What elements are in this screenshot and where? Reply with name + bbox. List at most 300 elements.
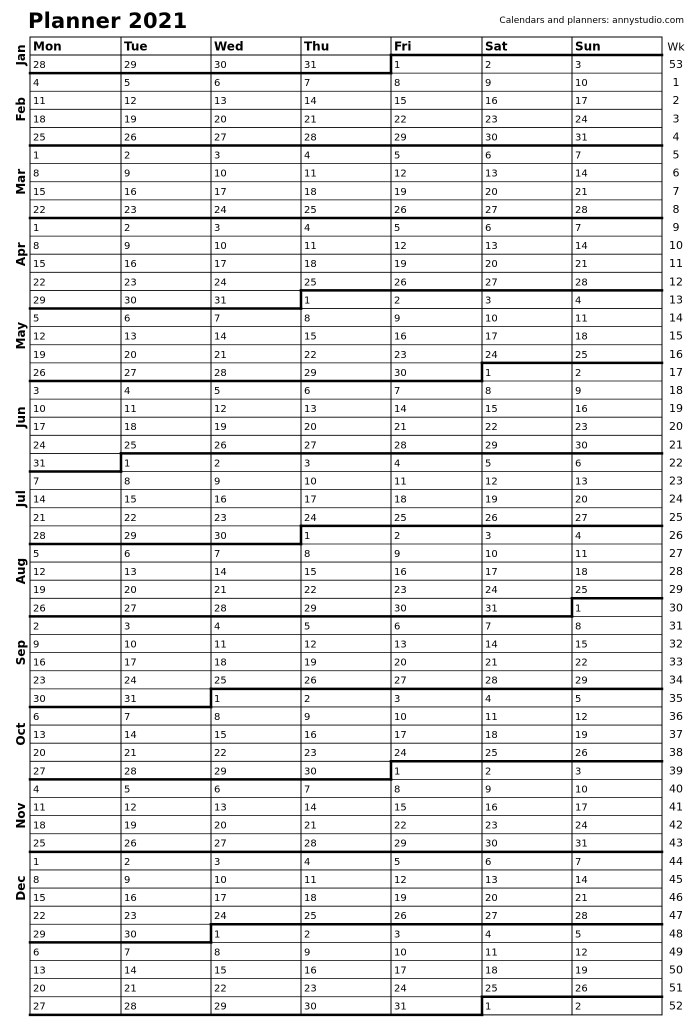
week-number: 11 [669, 257, 683, 271]
week-number: 42 [669, 818, 683, 832]
week-number: 40 [669, 782, 683, 796]
day-number: 27 [304, 440, 317, 452]
day-number: 15 [394, 96, 407, 108]
day-number: 8 [33, 241, 40, 253]
day-number: 14 [485, 639, 498, 651]
month-label-oct: Oct [14, 722, 28, 746]
day-number: 23 [394, 349, 407, 361]
day-number: 22 [304, 349, 317, 361]
day-number: 25 [304, 277, 317, 289]
day-number: 14 [33, 494, 46, 506]
day-number: 14 [575, 874, 588, 886]
day-number: 2 [124, 856, 131, 868]
day-number: 25 [485, 983, 498, 995]
day-number: 12 [124, 802, 137, 814]
week-number: 47 [669, 909, 683, 923]
day-number: 21 [124, 983, 137, 995]
week-number: 50 [669, 963, 683, 977]
week-number: 7 [672, 184, 680, 198]
day-number: 19 [304, 657, 317, 669]
day-number: 16 [214, 494, 227, 506]
week-number: 51 [669, 981, 683, 995]
day-number: 20 [214, 114, 227, 126]
day-number: 30 [394, 367, 407, 379]
day-number: 29 [124, 60, 137, 71]
day-number: 13 [575, 476, 588, 488]
day-number: 29 [33, 929, 46, 941]
day-number: 14 [214, 331, 227, 343]
day-number: 14 [394, 404, 407, 416]
day-number: 23 [214, 512, 227, 524]
day-number: 14 [124, 965, 137, 977]
week-number: 16 [669, 347, 683, 361]
day-number: 25 [304, 911, 317, 923]
day-number: 12 [124, 96, 137, 108]
day-number: 15 [124, 494, 137, 506]
day-number: 4 [394, 458, 401, 470]
day-number: 18 [485, 730, 498, 742]
day-number: 6 [124, 313, 131, 325]
day-number: 15 [214, 965, 227, 977]
day-number: 14 [304, 96, 317, 108]
month-label-aug: Aug [14, 557, 28, 585]
day-number: 10 [394, 947, 407, 959]
day-number: 26 [33, 603, 46, 615]
week-number: 41 [669, 800, 683, 814]
day-number: 1 [214, 693, 221, 705]
day-number: 20 [124, 585, 137, 597]
day-number: 9 [394, 313, 401, 325]
day-number: 17 [394, 730, 407, 742]
day-number: 16 [394, 567, 407, 579]
day-number: 12 [394, 168, 407, 180]
day-header-sun: Sun [575, 39, 601, 54]
week-number: 17 [669, 365, 683, 379]
day-number: 24 [214, 204, 227, 216]
day-number: 7 [575, 856, 582, 868]
day-number: 6 [575, 458, 582, 470]
day-number: 1 [124, 458, 131, 470]
day-number: 30 [575, 440, 588, 452]
day-number: 19 [394, 186, 407, 198]
day-number: 6 [485, 150, 492, 162]
day-number: 7 [33, 476, 40, 488]
day-number: 9 [33, 639, 40, 651]
day-number: 10 [214, 241, 227, 253]
day-number: 9 [485, 78, 492, 90]
day-number: 3 [394, 929, 401, 941]
day-number: 9 [394, 548, 401, 560]
day-number: 2 [304, 693, 311, 705]
day-number: 30 [124, 929, 137, 941]
day-number: 12 [33, 331, 46, 343]
day-number: 27 [124, 603, 137, 615]
day-number: 22 [394, 820, 407, 832]
month-label-nov: Nov [14, 802, 28, 829]
day-number: 28 [575, 277, 588, 289]
day-number: 30 [214, 60, 227, 71]
month-label-apr: Apr [14, 242, 28, 267]
day-number: 30 [33, 693, 46, 705]
week-number: 29 [669, 583, 683, 597]
day-number: 13 [394, 639, 407, 651]
day-number: 7 [575, 222, 582, 234]
week-number: 10 [669, 239, 683, 253]
day-header-mon: Mon [33, 39, 62, 54]
day-number: 30 [485, 132, 498, 144]
day-number: 20 [33, 748, 46, 760]
day-number: 25 [304, 204, 317, 216]
day-number: 10 [575, 784, 588, 796]
week-number: 44 [669, 854, 683, 868]
day-number: 18 [394, 494, 407, 506]
day-number: 24 [575, 820, 588, 832]
day-number: 8 [33, 168, 40, 180]
day-number: 6 [33, 711, 40, 723]
day-number: 19 [33, 585, 46, 597]
day-number: 22 [33, 204, 46, 216]
week-number: 32 [669, 637, 683, 651]
day-number: 2 [304, 929, 311, 941]
day-number: 31 [33, 458, 46, 470]
week-number: 23 [669, 474, 683, 488]
week-number: 49 [669, 945, 683, 959]
day-number: 11 [485, 711, 498, 723]
day-number: 3 [33, 385, 40, 397]
week-number: 22 [669, 456, 683, 470]
day-number: 26 [33, 367, 46, 379]
day-number: 15 [304, 331, 317, 343]
month-label-jan: Jan [14, 44, 28, 66]
day-number: 2 [33, 621, 40, 633]
day-number: 20 [485, 893, 498, 905]
week-number: 45 [669, 872, 683, 886]
day-number: 16 [304, 965, 317, 977]
week-number: 5 [672, 148, 680, 162]
day-number: 30 [214, 530, 227, 542]
day-number: 19 [214, 422, 227, 434]
day-number: 17 [214, 259, 227, 271]
day-header-tue: Tue [124, 39, 148, 54]
day-number: 27 [33, 1001, 46, 1013]
day-number: 25 [575, 349, 588, 361]
day-number: 7 [214, 313, 221, 325]
day-number: 9 [485, 784, 492, 796]
day-number: 14 [124, 730, 137, 742]
day-number: 9 [124, 168, 131, 180]
day-number: 17 [124, 657, 137, 669]
day-number: 5 [394, 856, 401, 868]
day-number: 4 [33, 784, 40, 796]
day-number: 13 [485, 168, 498, 180]
day-number: 28 [575, 911, 588, 923]
day-number: 2 [124, 150, 131, 162]
day-number: 11 [214, 639, 227, 651]
day-number: 1 [304, 530, 311, 542]
day-number: 16 [304, 730, 317, 742]
day-number: 16 [124, 893, 137, 905]
day-number: 29 [33, 295, 46, 307]
day-number: 31 [575, 132, 588, 144]
day-number: 24 [485, 585, 498, 597]
day-number: 10 [304, 476, 317, 488]
day-number: 26 [394, 204, 407, 216]
day-number: 19 [485, 494, 498, 506]
day-number: 4 [304, 222, 311, 234]
day-number: 15 [33, 186, 46, 198]
day-number: 27 [575, 512, 588, 524]
day-number: 1 [33, 856, 40, 868]
day-number: 5 [485, 458, 492, 470]
day-number: 26 [304, 675, 317, 687]
day-number: 24 [214, 911, 227, 923]
day-number: 23 [33, 675, 46, 687]
day-number: 20 [214, 820, 227, 832]
day-number: 25 [485, 748, 498, 760]
day-number: 25 [33, 132, 46, 144]
day-number: 9 [124, 874, 131, 886]
day-number: 25 [33, 838, 46, 850]
day-number: 15 [33, 893, 46, 905]
day-number: 13 [214, 802, 227, 814]
day-number: 29 [304, 603, 317, 615]
day-number: 3 [124, 621, 131, 633]
week-number: 28 [669, 565, 683, 579]
day-number: 5 [394, 222, 401, 234]
day-number: 23 [304, 983, 317, 995]
day-number: 2 [394, 295, 401, 307]
week-number: 19 [669, 402, 683, 416]
day-number: 8 [33, 874, 40, 886]
day-number: 29 [485, 440, 498, 452]
month-label-may: May [14, 321, 28, 350]
day-number: 21 [124, 748, 137, 760]
day-number: 22 [33, 911, 46, 923]
day-number: 8 [124, 476, 131, 488]
day-number: 31 [485, 603, 498, 615]
day-number: 20 [124, 349, 137, 361]
day-number: 27 [485, 277, 498, 289]
day-number: 26 [394, 911, 407, 923]
day-number: 4 [214, 621, 221, 633]
week-number: 30 [669, 601, 683, 615]
day-number: 7 [304, 784, 311, 796]
day-number: 18 [485, 965, 498, 977]
day-number: 18 [304, 186, 317, 198]
day-number: 9 [124, 241, 131, 253]
week-number: 37 [669, 728, 683, 742]
day-number: 22 [485, 422, 498, 434]
day-number: 30 [485, 838, 498, 850]
week-number: 21 [669, 438, 683, 452]
day-number: 16 [575, 404, 588, 416]
day-number: 5 [304, 621, 311, 633]
day-number: 30 [304, 1001, 317, 1013]
day-number: 18 [33, 820, 46, 832]
day-number: 25 [394, 512, 407, 524]
day-number: 8 [214, 947, 221, 959]
week-number: 34 [669, 673, 683, 687]
month-label-dec: Dec [14, 875, 28, 901]
day-number: 27 [214, 838, 227, 850]
day-number: 3 [394, 693, 401, 705]
day-number: 5 [124, 78, 131, 90]
day-number: 27 [394, 675, 407, 687]
day-number: 1 [485, 367, 492, 379]
day-number: 15 [214, 730, 227, 742]
day-number: 11 [124, 404, 137, 416]
day-number: 13 [304, 404, 317, 416]
day-number: 21 [485, 657, 498, 669]
day-number: 29 [394, 132, 407, 144]
day-number: 25 [575, 585, 588, 597]
day-number: 14 [214, 567, 227, 579]
week-number: 18 [669, 383, 683, 397]
day-number: 18 [304, 259, 317, 271]
day-number: 30 [124, 295, 137, 307]
day-number: 4 [304, 856, 311, 868]
day-number: 4 [124, 385, 131, 397]
day-number: 2 [394, 530, 401, 542]
day-number: 22 [394, 114, 407, 126]
day-number: 15 [394, 802, 407, 814]
day-number: 7 [485, 621, 492, 633]
day-number: 28 [124, 1001, 137, 1013]
day-number: 7 [394, 385, 401, 397]
day-number: 8 [214, 711, 221, 723]
day-number: 5 [575, 929, 582, 941]
day-number: 27 [485, 204, 498, 216]
day-number: 21 [575, 186, 588, 198]
day-number: 13 [33, 965, 46, 977]
day-number: 14 [304, 802, 317, 814]
day-number: 13 [124, 567, 137, 579]
day-number: 24 [394, 983, 407, 995]
day-number: 8 [485, 385, 492, 397]
day-number: 20 [575, 494, 588, 506]
day-number: 2 [124, 222, 131, 234]
week-number: 48 [669, 927, 683, 941]
day-number: 17 [214, 893, 227, 905]
week-number: 4 [672, 130, 680, 144]
day-number: 3 [575, 766, 582, 778]
week-number: 31 [669, 619, 683, 633]
day-number: 8 [304, 313, 311, 325]
week-number: 13 [669, 293, 683, 307]
day-number: 31 [304, 60, 317, 71]
day-number: 18 [33, 114, 46, 126]
day-number: 23 [124, 911, 137, 923]
day-number: 19 [33, 349, 46, 361]
day-number: 20 [394, 657, 407, 669]
day-number: 20 [485, 186, 498, 198]
day-number: 19 [575, 730, 588, 742]
day-number: 10 [214, 168, 227, 180]
day-number: 10 [33, 404, 46, 416]
day-number: 22 [214, 748, 227, 760]
month-label-jun: Jun [14, 406, 28, 428]
day-number: 1 [33, 222, 40, 234]
day-number: 20 [304, 422, 317, 434]
day-number: 21 [214, 349, 227, 361]
day-number: 18 [124, 422, 137, 434]
day-number: 14 [575, 241, 588, 253]
week-number: 43 [669, 836, 683, 850]
day-number: 20 [33, 983, 46, 995]
day-number: 11 [304, 241, 317, 253]
day-number: 5 [575, 693, 582, 705]
week-number: 26 [669, 528, 683, 542]
day-number: 1 [575, 603, 582, 615]
day-number: 2 [575, 1001, 582, 1013]
day-number: 26 [575, 983, 588, 995]
day-number: 23 [394, 585, 407, 597]
day-number: 3 [485, 295, 492, 307]
day-number: 6 [485, 856, 492, 868]
day-header-wed: Wed [214, 39, 244, 54]
day-number: 28 [214, 603, 227, 615]
day-number: 31 [394, 1001, 407, 1013]
day-number: 29 [575, 675, 588, 687]
day-number: 13 [33, 730, 46, 742]
day-number: 17 [304, 494, 317, 506]
day-number: 28 [33, 60, 46, 71]
day-number: 6 [214, 784, 221, 796]
day-number: 11 [394, 476, 407, 488]
day-number: 5 [33, 548, 40, 560]
credit-text: Calendars and planners: annystudio.com [499, 16, 684, 26]
week-number: 38 [669, 746, 683, 760]
day-number: 17 [394, 965, 407, 977]
day-number: 28 [214, 367, 227, 379]
day-number: 24 [124, 675, 137, 687]
week-number: 14 [669, 311, 683, 325]
day-number: 16 [394, 331, 407, 343]
week-number: 12 [669, 275, 683, 289]
day-number: 31 [575, 838, 588, 850]
day-number: 3 [575, 60, 582, 71]
day-number: 9 [214, 476, 221, 488]
day-number: 23 [485, 114, 498, 126]
day-number: 9 [304, 947, 311, 959]
day-number: 25 [124, 440, 137, 452]
week-number: 53 [669, 58, 683, 71]
week-number: 25 [669, 510, 683, 524]
week-number: 36 [669, 709, 683, 723]
day-number: 21 [33, 512, 46, 524]
day-number: 28 [33, 530, 46, 542]
day-number: 19 [124, 820, 137, 832]
day-number: 11 [304, 874, 317, 886]
day-number: 24 [33, 440, 46, 452]
day-number: 19 [394, 259, 407, 271]
day-number: 5 [214, 385, 221, 397]
day-number: 17 [485, 331, 498, 343]
day-number: 4 [575, 295, 582, 307]
day-number: 17 [33, 422, 46, 434]
day-number: 15 [33, 259, 46, 271]
day-number: 23 [304, 748, 317, 760]
day-number: 21 [575, 893, 588, 905]
day-number: 10 [124, 639, 137, 651]
day-number: 12 [33, 567, 46, 579]
day-number: 26 [485, 512, 498, 524]
week-number: 46 [669, 891, 683, 905]
day-number: 23 [485, 820, 498, 832]
day-number: 1 [394, 766, 401, 778]
day-number: 6 [304, 385, 311, 397]
day-number: 27 [485, 911, 498, 923]
